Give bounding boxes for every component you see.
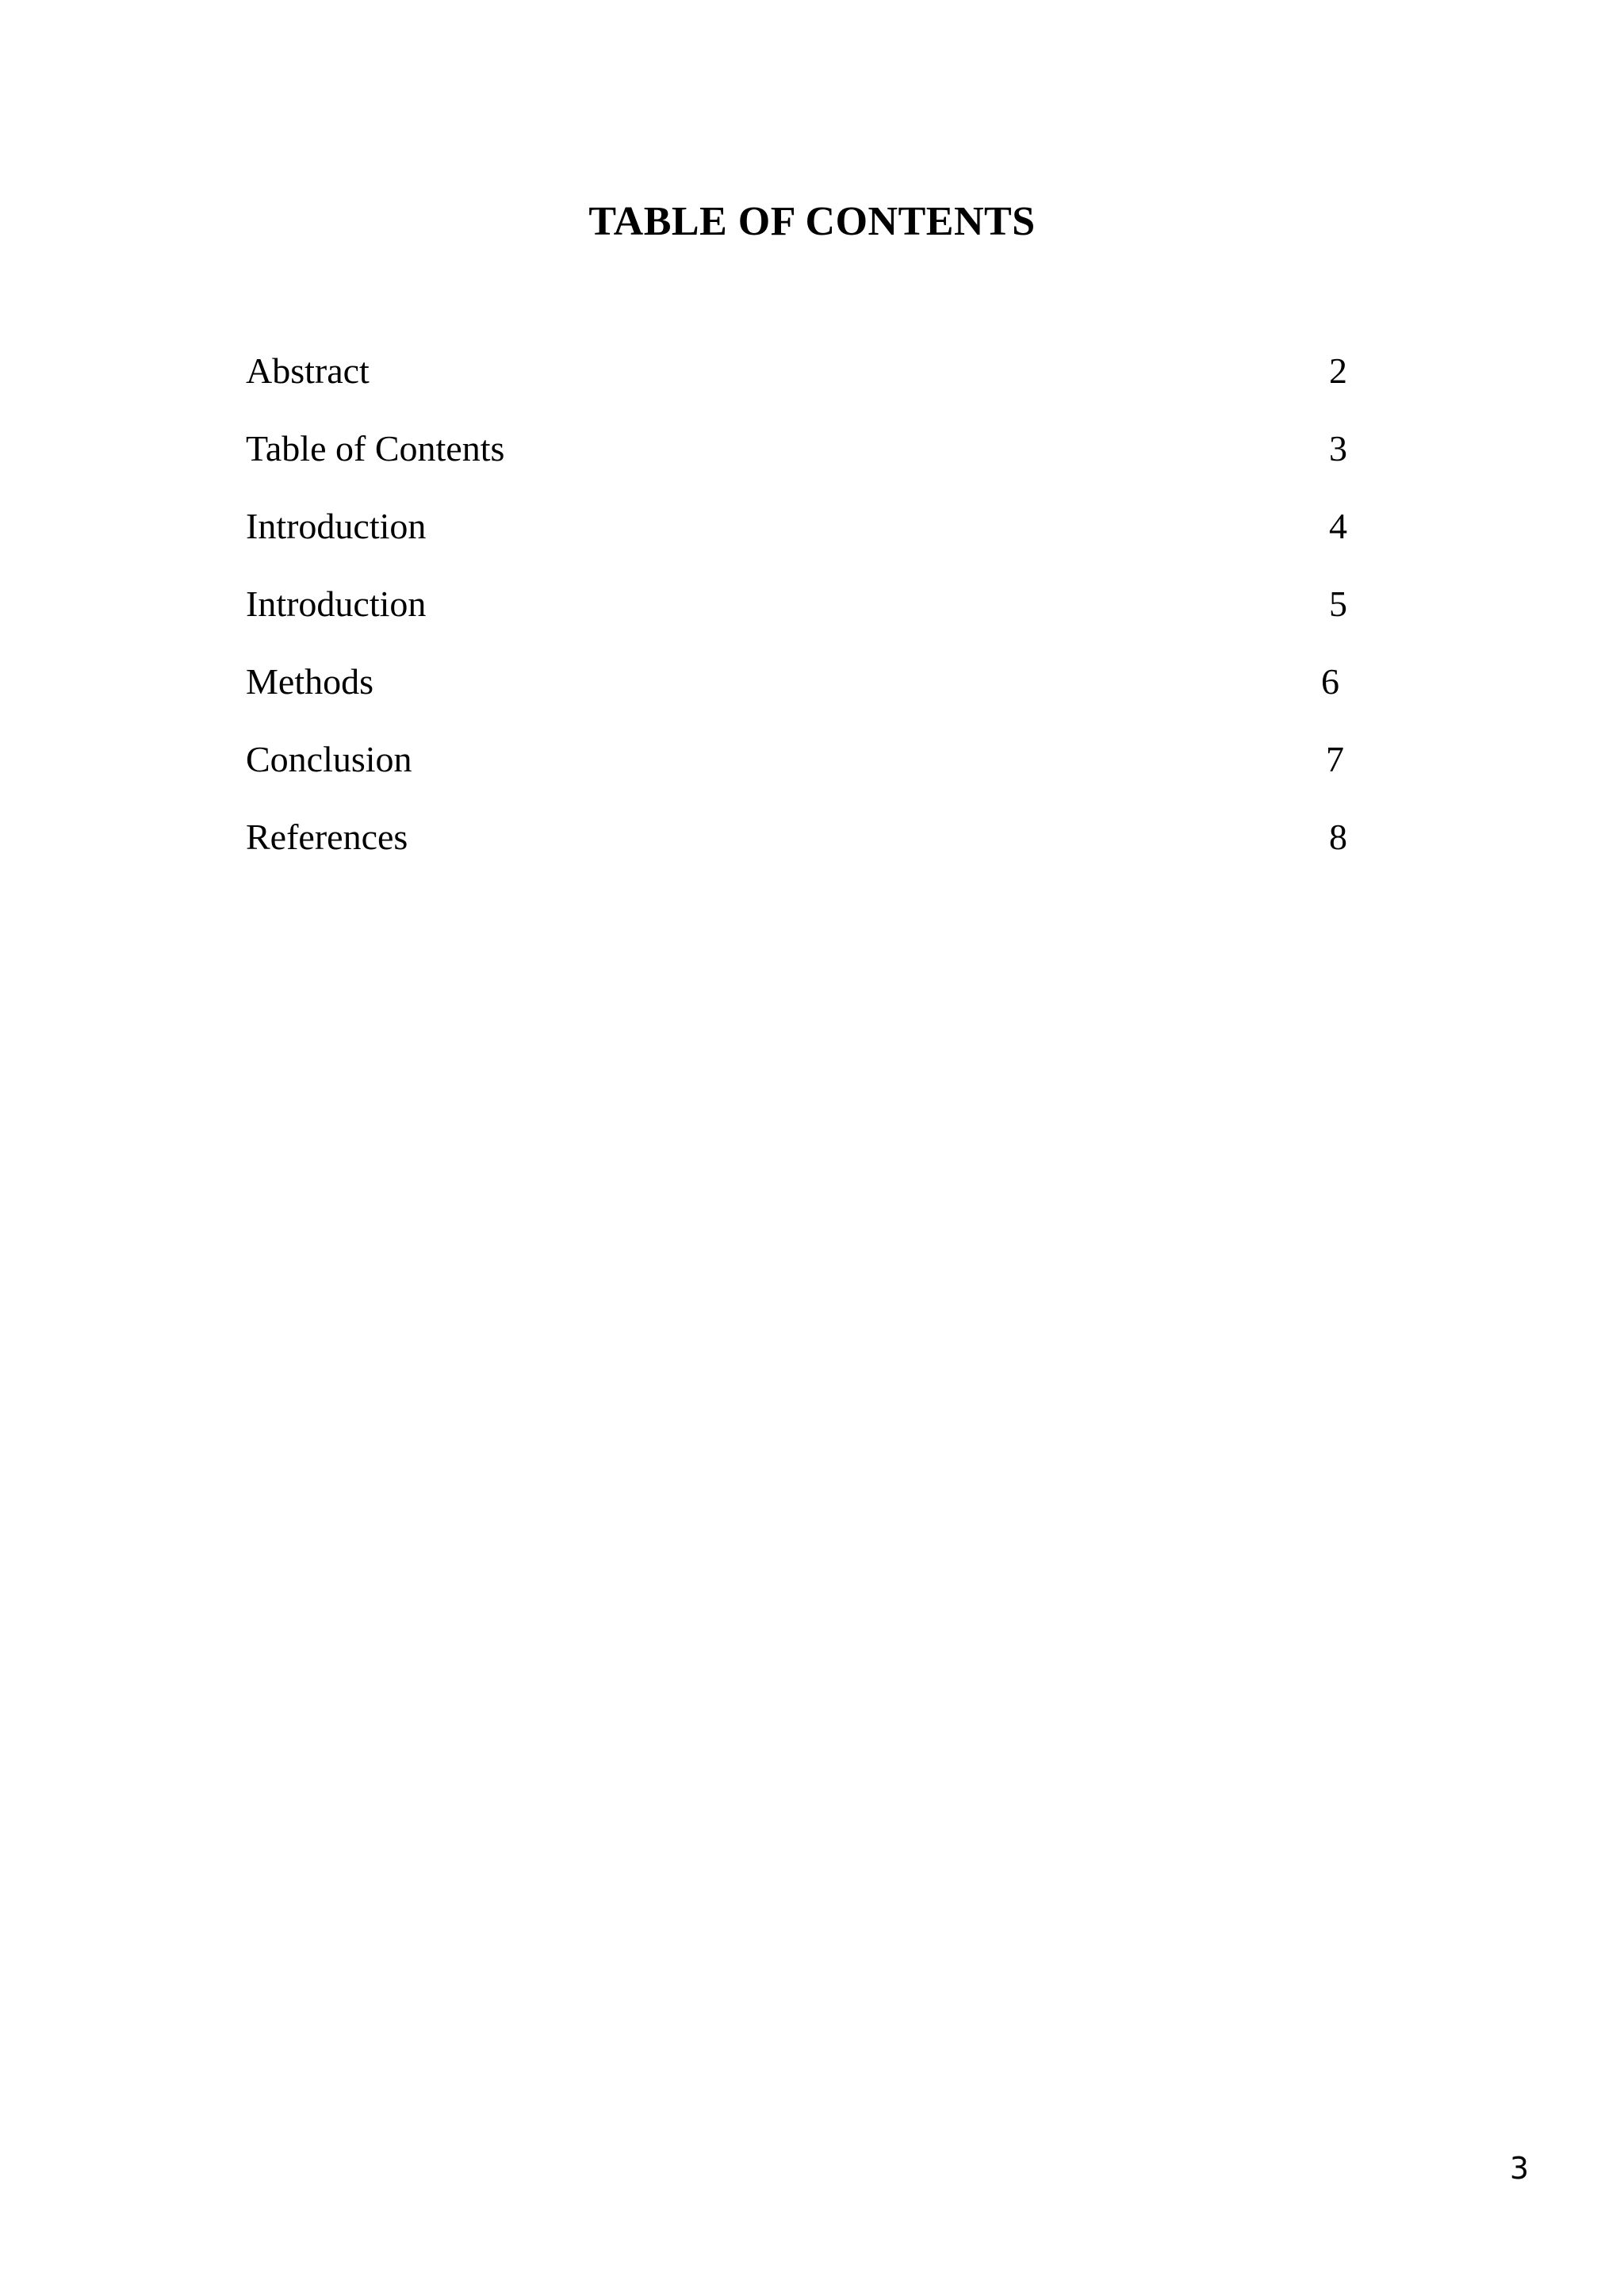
page-title: TABLE OF CONTENTS (588, 199, 1036, 244)
toc-entry-label: References (246, 817, 408, 857)
toc-entry-label: Abstract (246, 350, 370, 391)
toc-entry (246, 417, 1348, 495)
toc-entry-page: 3 (1329, 428, 1347, 469)
toc-entry-page: 8 (1329, 817, 1347, 857)
toc-entry-page: 5 (1329, 584, 1347, 624)
toc-entry (246, 650, 1348, 728)
toc-entry-page: 7 (1326, 739, 1344, 779)
toc-entry (246, 806, 1348, 883)
toc-entry-label: Table of Contents (246, 428, 505, 469)
toc-entry (246, 728, 1348, 806)
toc-entry-page: 4 (1329, 506, 1347, 546)
toc-entry-page: 6 (1321, 661, 1339, 702)
toc-entry-label: Methods (246, 661, 373, 702)
toc-list (246, 339, 1348, 883)
toc-entry (246, 572, 1348, 650)
page-number: 3 (1509, 2151, 1529, 2186)
toc-entry (246, 495, 1348, 572)
toc-entry-label: Introduction (246, 584, 427, 624)
toc-entry (246, 339, 1348, 417)
toc-entry-label: Conclusion (246, 739, 412, 779)
toc-entry-label: Introduction (246, 506, 427, 546)
toc-entry-page: 2 (1329, 350, 1347, 391)
